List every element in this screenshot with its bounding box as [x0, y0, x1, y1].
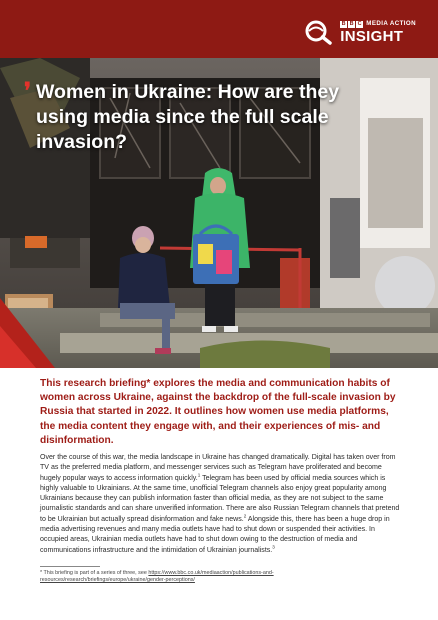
footnote-link[interactable]: https://www.bbc.co.uk/mediaaction/publications-and-resources/research/briefings/europe/ukraine/gender-perceptions/: [40, 570, 274, 584]
body-text-1: Over the course of this war, the media landscape in Ukraine has changed dramatically. Digital has taken over from TV as the preferred media platform, and messenger services such as Telegram have proliferated and become hugely popular ways to access information quickly.: [40, 454, 396, 482]
body-text-3: Alongside this, there has been a huge drop in media advertising revenues and many media outlets have had to shut down or suspended their activities. In occupied areas, Ukrainian media outlets have had to shut down owing to the destruction of media and communications infrastructure and the intimidation of Ukrainian journalists.: [40, 515, 390, 554]
footnote-divider: [40, 566, 100, 567]
magnifier-logo-icon: [304, 19, 334, 45]
brand-top-label: MEDIA ACTION: [366, 19, 416, 27]
brand-insight-label: INSIGHT: [340, 27, 404, 45]
brand-logo[interactable]: [304, 18, 416, 46]
bbc-blocks: B B C: [341, 20, 362, 27]
footnote-ref-1[interactable]: 1: [197, 472, 201, 478]
body-paragraph: [40, 453, 400, 556]
footnote-ref-3[interactable]: 3: [272, 544, 275, 550]
footnote: [40, 570, 370, 585]
header-bar: [0, 0, 438, 58]
footnote-ref-2[interactable]: 2: [243, 513, 247, 519]
quote-mark-icon: ❜: [24, 78, 32, 104]
body-text-2: Telegram has been used by official media sources which is highly valuable to Ukrainians. At the same time, unofficial Telegram channels also enjoy great popularity among Ukrainians because they can publish information faster than official media, as they are not subject to the same journalistic standards and can share unverified information. There are also Russian Telegram channels that pretend to be Ukrainian but actually spread disinformation and fake news.: [40, 474, 400, 523]
intro-paragraph: This research briefing* explores the media and communication habits of women across Ukraine, against the backdrop of the full-scale invasion by Russia that started in 2022. It outlines how women use media platforms, the media content they engage with, and their experiences of mis- and disinformation.: [40, 378, 396, 446]
footnote-prefix: * This briefing is part of a series of three, see: [40, 570, 149, 576]
page-title: Women in Ukraine: How are they using media since the full scale invasion?: [36, 81, 340, 153]
